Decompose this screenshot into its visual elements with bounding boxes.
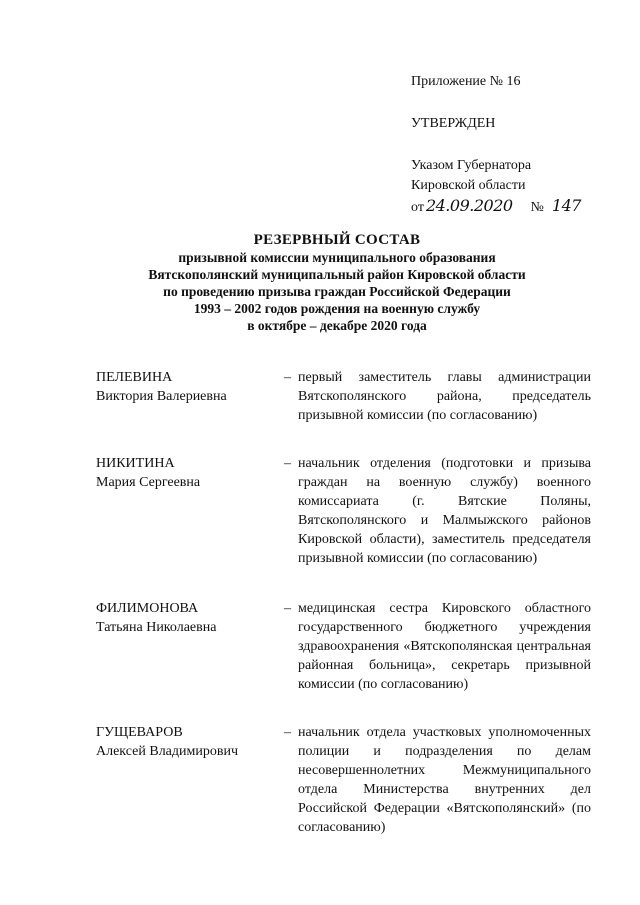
- heading-title: РЕЗЕРВНЫЙ СОСТАВ: [253, 232, 421, 248]
- number-sign: №: [530, 200, 544, 215]
- member-given-name: Мария Сергеевна: [96, 475, 201, 490]
- date-prefix: от: [411, 200, 424, 215]
- member-name: [96, 599, 284, 694]
- handwritten-number: 147: [551, 196, 581, 215]
- member-entry: [96, 454, 591, 568]
- member-dash: –: [284, 370, 291, 385]
- member-given-name: Алексей Владимирович: [96, 744, 239, 759]
- member-surname: ФИЛИМОНОВА: [96, 601, 199, 616]
- heading-line: 1993 – 2002 годов рождения на военную службу: [193, 301, 481, 316]
- decree-line-1: Указом Губернатора: [411, 158, 532, 173]
- member-dash: –: [284, 601, 291, 616]
- members-list: [96, 368, 591, 837]
- member-surname: НИКИТИНА: [96, 456, 175, 471]
- member-role: начальник отделения (подготовки и призыва граждан на военную службу) военного комиссариата (г. Вятские Поляны, Вятскополянского и Малмыжского районов Кировской области), заместитель председателя призывной комиссии (по согласованию): [298, 456, 591, 566]
- approved-label: УТВЕРЖДЕН: [411, 116, 496, 131]
- member-name: [96, 723, 284, 837]
- member-dash: –: [284, 725, 291, 740]
- heading-line: по проведению призыва граждан Российской Федерации: [163, 284, 511, 299]
- member-surname: ПЕЛЕВИНА: [96, 370, 173, 385]
- member-role: медицинская сестра Кировского областного государственного бюджетного учреждения здравоохранения «Вятскополянская центральная районная больница», секретарь призывной комиссии (по согласованию): [298, 601, 591, 692]
- member-given-name: Татьяна Николаевна: [96, 620, 217, 635]
- member-name: [96, 368, 284, 425]
- decree-date-line: [411, 196, 581, 218]
- heading-line: в октябре – декабре 2020 года: [247, 318, 427, 333]
- handwritten-date: 24.09.2020: [425, 196, 513, 215]
- member-given-name: Виктория Валериевна: [96, 389, 227, 404]
- heading-line: призывной комиссии муниципального образования: [178, 250, 496, 265]
- document-heading: [0, 232, 640, 334]
- decree-line-2: Кировской области: [411, 178, 526, 193]
- appendix-block: [411, 72, 581, 218]
- member-entry: [96, 599, 591, 694]
- member-entry: [96, 723, 591, 837]
- heading-line: Вятскополянский муниципальный район Кировской области: [148, 267, 526, 282]
- member-surname: ГУЩЕВАРОВ: [96, 725, 183, 740]
- member-role: первый заместитель главы администрации Вятскополянского района, председатель призывной комиссии (по согласованию): [298, 370, 591, 423]
- member-entry: [96, 368, 591, 425]
- member-role: начальник отдела участковых уполномоченных полиции и подразделения по делам несовершеннолетних Межмуниципального отдела Министерства внутренних дел Российской Федерации «Вятскополянский» (по согласованию): [298, 725, 591, 835]
- member-dash: –: [284, 456, 291, 471]
- appendix-number: Приложение № 16: [411, 74, 521, 89]
- member-name: [96, 454, 284, 568]
